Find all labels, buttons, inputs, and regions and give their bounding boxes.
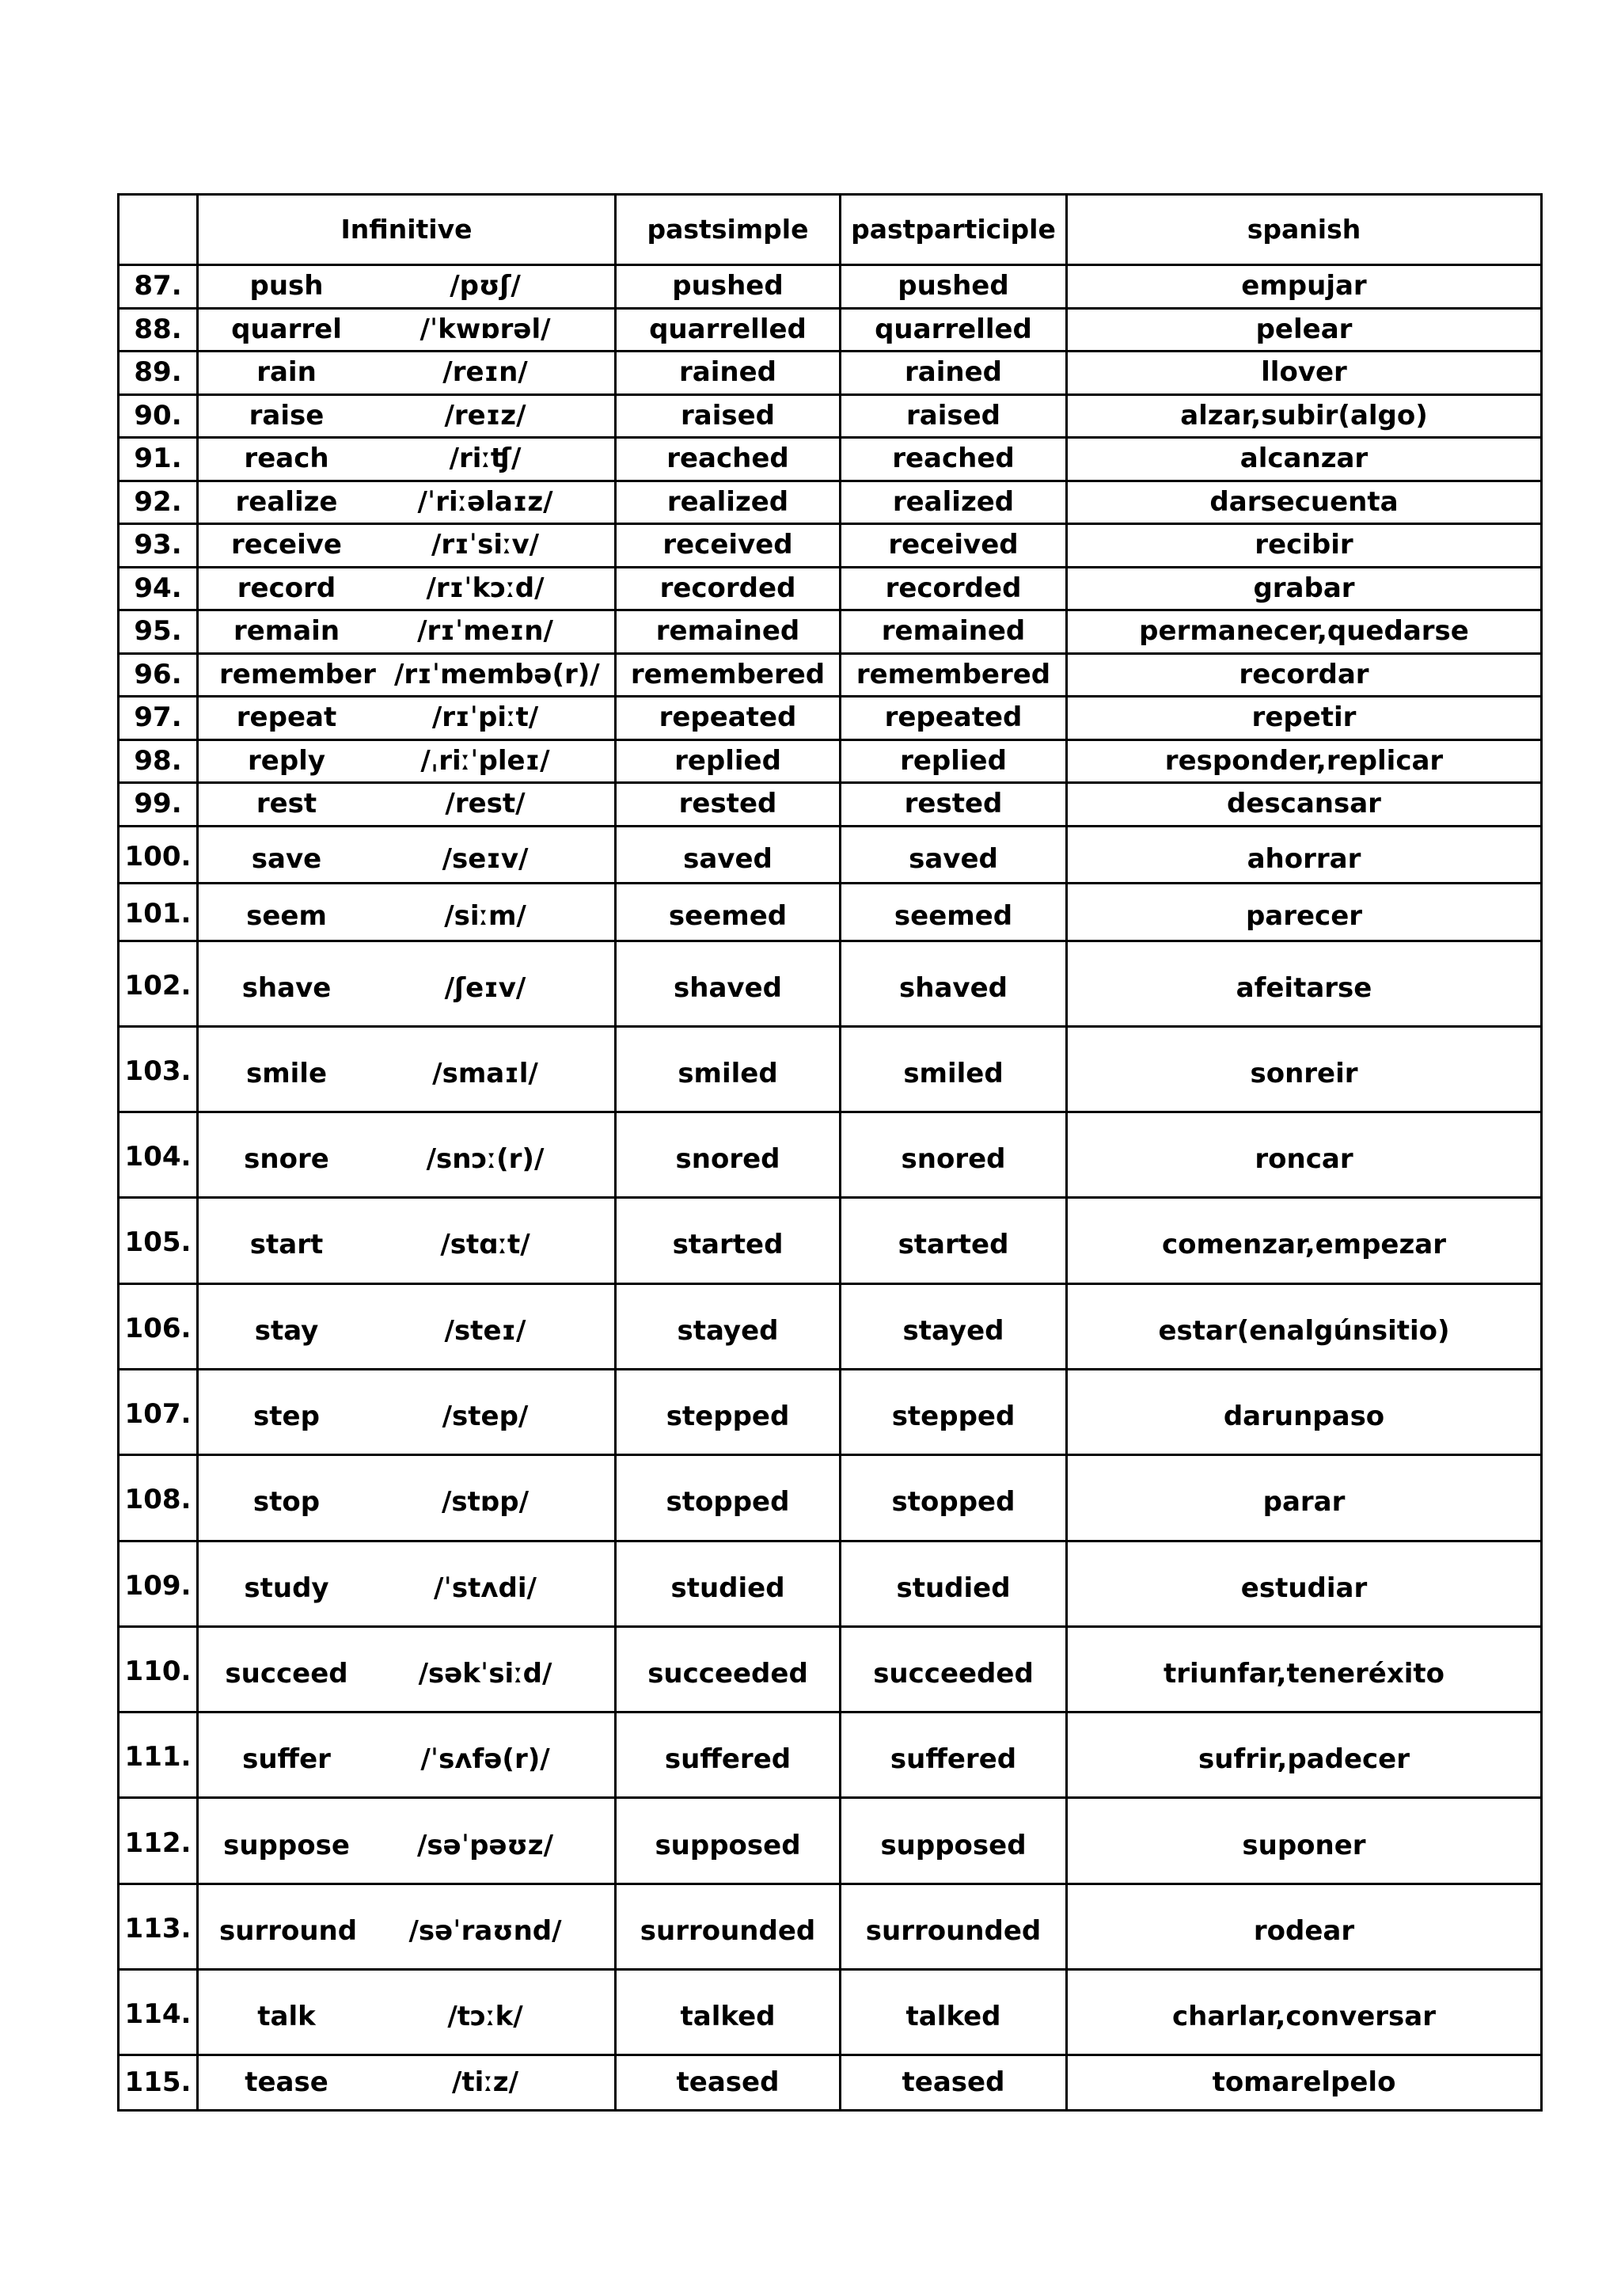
spanish-cell: descansar <box>1067 783 1542 827</box>
infinitive-cell <box>198 1112 616 1198</box>
row-number: 106. <box>119 1283 198 1369</box>
row-number: 105. <box>119 1198 198 1283</box>
row-number: 114. <box>119 1970 198 2055</box>
past-participle-cell: supposed <box>841 1798 1067 1884</box>
phonetic-transcription: /rɪˈsiːv/ <box>431 529 540 561</box>
table-header <box>119 195 1542 265</box>
table-row <box>119 1970 1542 2055</box>
row-number: 92. <box>119 481 198 524</box>
infinitive-cell <box>198 697 616 740</box>
past-simple-cell: studied <box>616 1541 841 1626</box>
infinitive-pair <box>199 530 614 561</box>
infinitive-cell <box>198 567 616 610</box>
past-participle-cell: pushed <box>841 265 1067 309</box>
infinitive-word: smile <box>245 1057 328 1089</box>
past-simple-cell: remembered <box>616 653 841 697</box>
infinitive-pair <box>199 401 614 431</box>
infinitive-pair <box>199 1573 614 1604</box>
spanish-cell: recordar <box>1067 653 1542 697</box>
phonetic-transcription: /rɪˈkɔːd/ <box>426 572 545 604</box>
spanish-cell: rodear <box>1067 1884 1542 1969</box>
infinitive-word: stay <box>254 1314 319 1347</box>
infinitive-pair <box>199 901 614 932</box>
verb-table <box>117 193 1543 2112</box>
past-participle-cell: shaved <box>841 941 1067 1026</box>
infinitive-pair <box>199 487 614 518</box>
header-number <box>119 195 198 265</box>
infinitive-pair <box>199 702 614 733</box>
infinitive-pair <box>199 1487 614 1518</box>
infinitive-word: remember <box>219 658 376 690</box>
infinitive-cell <box>198 1884 616 1969</box>
past-participle-cell: talked <box>841 1970 1067 2055</box>
infinitive-word: talk <box>257 2001 316 2033</box>
infinitive-word: save <box>251 842 322 875</box>
row-number: 110. <box>119 1626 198 1712</box>
infinitive-word: record <box>237 572 336 604</box>
past-participle-cell: saved <box>841 826 1067 884</box>
spanish-cell: ahorrar <box>1067 826 1542 884</box>
phonetic-transcription: /smaɪl/ <box>432 1057 538 1089</box>
row-number: 90. <box>119 394 198 438</box>
infinitive-word: quarrel <box>231 313 342 345</box>
spanish-cell: sonreir <box>1067 1026 1542 1112</box>
phonetic-transcription: /snɔː(r)/ <box>426 1143 545 1176</box>
phonetic-transcription: /pʊʃ/ <box>450 270 521 302</box>
phonetic-transcription: /ˈsʌfə(r)/ <box>420 1743 550 1776</box>
past-simple-cell: received <box>616 524 841 568</box>
infinitive-cell <box>198 308 616 352</box>
table-row <box>119 265 1542 309</box>
row-number: 101. <box>119 884 198 941</box>
past-simple-cell: succeeded <box>616 1626 841 1712</box>
row-number: 95. <box>119 610 198 654</box>
row-number: 112. <box>119 1798 198 1884</box>
spanish-cell: responder,replicar <box>1067 739 1542 783</box>
table-row <box>119 783 1542 827</box>
infinitive-word: rest <box>256 788 317 820</box>
infinitive-word: step <box>253 1401 320 1433</box>
table-row <box>119 1198 1542 1283</box>
infinitive-cell <box>198 1283 616 1369</box>
infinitive-cell <box>198 1455 616 1541</box>
past-participle-cell: rained <box>841 352 1067 395</box>
past-simple-cell: shaved <box>616 941 841 1026</box>
past-participle-cell: snored <box>841 1112 1067 1198</box>
table-row <box>119 1026 1542 1112</box>
past-simple-cell: rained <box>616 352 841 395</box>
spanish-cell: pelear <box>1067 308 1542 352</box>
phonetic-transcription: /step/ <box>442 1401 529 1433</box>
past-simple-cell: remained <box>616 610 841 654</box>
past-simple-cell: saved <box>616 826 841 884</box>
row-number: 103. <box>119 1026 198 1112</box>
phonetic-transcription: /tiːz/ <box>452 2066 518 2099</box>
row-number: 115. <box>119 2055 198 2111</box>
infinitive-word: reach <box>244 443 329 475</box>
infinitive-word: tease <box>245 2066 328 2099</box>
past-simple-cell: reached <box>616 438 841 481</box>
table-row <box>119 941 1542 1026</box>
infinitive-pair <box>199 973 614 1004</box>
past-simple-cell: repeated <box>616 697 841 740</box>
spanish-cell: sufrir,padecer <box>1067 1712 1542 1798</box>
row-number: 108. <box>119 1455 198 1541</box>
past-participle-cell: stepped <box>841 1369 1067 1454</box>
phonetic-transcription: /rɪˈpiːt/ <box>431 701 539 734</box>
phonetic-transcription: /steɪ/ <box>444 1314 526 1347</box>
past-simple-cell: teased <box>616 2055 841 2111</box>
past-participle-cell: succeeded <box>841 1626 1067 1712</box>
infinitive-word: push <box>249 270 324 302</box>
phonetic-transcription: /səˈraʊnd/ <box>408 1914 562 1947</box>
header-pastsimple: pastsimple <box>616 195 841 265</box>
table-row <box>119 308 1542 352</box>
infinitive-word: suffer <box>242 1743 331 1776</box>
infinitive-word: seem <box>246 900 327 933</box>
infinitive-cell <box>198 524 616 568</box>
past-simple-cell: realized <box>616 481 841 524</box>
phonetic-transcription: /səˈpəʊz/ <box>417 1829 553 1861</box>
past-participle-cell: rested <box>841 783 1067 827</box>
infinitive-cell <box>198 1198 616 1283</box>
past-simple-cell: snored <box>616 1112 841 1198</box>
phonetic-transcription: /siːm/ <box>444 900 526 933</box>
past-simple-cell: seemed <box>616 884 841 941</box>
past-simple-cell: started <box>616 1198 841 1283</box>
past-simple-cell: surrounded <box>616 1884 841 1969</box>
infinitive-cell <box>198 265 616 309</box>
past-participle-cell: received <box>841 524 1067 568</box>
past-simple-cell: talked <box>616 1970 841 2055</box>
spanish-cell: empujar <box>1067 265 1542 309</box>
infinitive-word: repeat <box>236 701 337 734</box>
phonetic-transcription: /ˈstʌdi/ <box>434 1572 537 1604</box>
table-row <box>119 1112 1542 1198</box>
table-row <box>119 567 1542 610</box>
row-number: 99. <box>119 783 198 827</box>
table-row <box>119 884 1542 941</box>
row-number: 91. <box>119 438 198 481</box>
past-simple-cell: replied <box>616 739 841 783</box>
infinitive-word: raise <box>249 399 325 431</box>
table-row <box>119 697 1542 740</box>
past-participle-cell: smiled <box>841 1026 1067 1112</box>
infinitive-cell <box>198 2055 616 2111</box>
header-spanish: spanish <box>1067 195 1542 265</box>
table-row <box>119 826 1542 884</box>
infinitive-pair <box>199 844 614 875</box>
phonetic-transcription: /ˈkwɒrəl/ <box>419 313 551 345</box>
spanish-cell: estudiar <box>1067 1541 1542 1626</box>
past-participle-cell: raised <box>841 394 1067 438</box>
row-number: 93. <box>119 524 198 568</box>
infinitive-cell <box>198 1712 616 1798</box>
phonetic-transcription: /reɪn/ <box>442 356 528 389</box>
past-participle-cell: repeated <box>841 697 1067 740</box>
spanish-cell: parecer <box>1067 884 1542 941</box>
spanish-cell: charlar,conversar <box>1067 1970 1542 2055</box>
infinitive-pair <box>199 1744 614 1775</box>
infinitive-cell <box>198 1026 616 1112</box>
spanish-cell: darsecuenta <box>1067 481 1542 524</box>
infinitive-word: study <box>244 1572 329 1604</box>
header-infinitive: Infinitive <box>198 195 616 265</box>
phonetic-transcription: /rɪˈmembə(r)/ <box>394 658 600 690</box>
past-simple-cell: recorded <box>616 567 841 610</box>
row-number: 87. <box>119 265 198 309</box>
spanish-cell: suponer <box>1067 1798 1542 1884</box>
infinitive-word: shave <box>241 971 332 1004</box>
past-participle-cell: reached <box>841 438 1067 481</box>
spanish-cell: llover <box>1067 352 1542 395</box>
row-number: 104. <box>119 1112 198 1198</box>
table-row <box>119 739 1542 783</box>
past-participle-cell: quarrelled <box>841 308 1067 352</box>
past-participle-cell: studied <box>841 1541 1067 1626</box>
table-row <box>119 1455 1542 1541</box>
table-row <box>119 2055 1542 2111</box>
phonetic-transcription: /səkˈsiːd/ <box>418 1657 552 1690</box>
past-participle-cell: realized <box>841 481 1067 524</box>
spanish-cell: darunpaso <box>1067 1369 1542 1454</box>
infinitive-pair <box>199 1059 614 1089</box>
table-row <box>119 394 1542 438</box>
past-participle-cell: suffered <box>841 1712 1067 1798</box>
row-number: 97. <box>119 697 198 740</box>
infinitive-pair <box>199 1659 614 1690</box>
infinitive-cell <box>198 352 616 395</box>
past-participle-cell: stayed <box>841 1283 1067 1369</box>
spanish-cell: comenzar,empezar <box>1067 1198 1542 1283</box>
infinitive-pair <box>199 271 614 302</box>
infinitive-pair <box>199 746 614 777</box>
row-number: 113. <box>119 1884 198 1969</box>
table-row <box>119 1798 1542 1884</box>
row-number: 88. <box>119 308 198 352</box>
phonetic-transcription: /ˈriːəlaɪz/ <box>417 485 553 518</box>
infinitive-word: rain <box>256 356 317 389</box>
infinitive-cell <box>198 653 616 697</box>
infinitive-cell <box>198 739 616 783</box>
phonetic-transcription: /riːʧ/ <box>449 443 522 475</box>
infinitive-word: realize <box>235 485 338 518</box>
infinitive-cell <box>198 1626 616 1712</box>
past-participle-cell: remembered <box>841 653 1067 697</box>
table-row <box>119 524 1542 568</box>
spanish-cell: afeitarse <box>1067 941 1542 1026</box>
past-participle-cell: recorded <box>841 567 1067 610</box>
past-participle-cell: replied <box>841 739 1067 783</box>
spanish-cell: alcanzar <box>1067 438 1542 481</box>
table-row <box>119 1712 1542 1798</box>
infinitive-pair <box>199 660 614 690</box>
infinitive-cell <box>198 394 616 438</box>
infinitive-pair <box>199 314 614 345</box>
past-participle-cell: teased <box>841 2055 1067 2111</box>
infinitive-cell <box>198 1369 616 1454</box>
past-simple-cell: smiled <box>616 1026 841 1112</box>
infinitive-pair <box>199 2001 614 2032</box>
row-number: 98. <box>119 739 198 783</box>
phonetic-transcription: /reɪz/ <box>444 399 526 431</box>
infinitive-pair <box>199 2067 614 2098</box>
phonetic-transcription: /seɪv/ <box>442 842 529 875</box>
spanish-cell: tomarelpelo <box>1067 2055 1542 2111</box>
past-simple-cell: rested <box>616 783 841 827</box>
row-number: 89. <box>119 352 198 395</box>
infinitive-cell <box>198 826 616 884</box>
table-row <box>119 438 1542 481</box>
infinitive-word: remain <box>233 615 340 648</box>
past-simple-cell: suffered <box>616 1712 841 1798</box>
spanish-cell: parar <box>1067 1455 1542 1541</box>
infinitive-word: receive <box>231 529 342 561</box>
table-row <box>119 1884 1542 1969</box>
infinitive-pair <box>199 1144 614 1175</box>
row-number: 109. <box>119 1541 198 1626</box>
infinitive-pair <box>199 573 614 604</box>
infinitive-pair <box>199 1916 614 1947</box>
phonetic-transcription: /ʃeɪv/ <box>444 971 526 1004</box>
spanish-cell: triunfar,tenеréxito <box>1067 1626 1542 1712</box>
infinitive-cell <box>198 481 616 524</box>
table-row <box>119 1541 1542 1626</box>
table-row <box>119 610 1542 654</box>
infinitive-pair <box>199 357 614 388</box>
spanish-cell: permanecer,quedarse <box>1067 610 1542 654</box>
past-simple-cell: supposed <box>616 1798 841 1884</box>
infinitive-pair <box>199 789 614 819</box>
phonetic-transcription: /rɪˈmeɪn/ <box>417 615 553 648</box>
table-row <box>119 653 1542 697</box>
phonetic-transcription: /ˌriːˈpleɪ/ <box>420 744 550 777</box>
spanish-cell: repetir <box>1067 697 1542 740</box>
infinitive-cell <box>198 438 616 481</box>
spanish-cell: recibir <box>1067 524 1542 568</box>
infinitive-pair <box>199 1401 614 1432</box>
spanish-cell: alzar,subir(algo) <box>1067 394 1542 438</box>
infinitive-word: suppose <box>223 1829 350 1861</box>
row-number: 111. <box>119 1712 198 1798</box>
table-body <box>119 265 1542 2111</box>
past-participle-cell: remained <box>841 610 1067 654</box>
infinitive-cell <box>198 1798 616 1884</box>
infinitive-cell <box>198 941 616 1026</box>
spanish-cell: roncar <box>1067 1112 1542 1198</box>
infinitive-cell <box>198 783 616 827</box>
past-simple-cell: raised <box>616 394 841 438</box>
row-number: 107. <box>119 1369 198 1454</box>
infinitive-cell <box>198 884 616 941</box>
infinitive-word: succeed <box>225 1657 348 1690</box>
table-row <box>119 481 1542 524</box>
table-row <box>119 1626 1542 1712</box>
infinitive-pair <box>199 1830 614 1861</box>
infinitive-pair <box>199 1316 614 1347</box>
table-row <box>119 1283 1542 1369</box>
infinitive-pair <box>199 443 614 474</box>
table-row <box>119 352 1542 395</box>
past-participle-cell: stopped <box>841 1455 1067 1541</box>
phonetic-transcription: /tɔːk/ <box>447 2001 523 2033</box>
infinitive-cell <box>198 1970 616 2055</box>
infinitive-cell <box>198 1541 616 1626</box>
past-participle-cell: started <box>841 1198 1067 1283</box>
infinitive-word: snore <box>244 1143 329 1176</box>
header-row <box>119 195 1542 265</box>
past-simple-cell: stepped <box>616 1369 841 1454</box>
infinitive-pair <box>199 616 614 647</box>
row-number: 100. <box>119 826 198 884</box>
past-simple-cell: quarrelled <box>616 308 841 352</box>
table-row <box>119 1369 1542 1454</box>
infinitive-word: surround <box>219 1914 358 1947</box>
spanish-cell: estar(enalgúnsitio) <box>1067 1283 1542 1369</box>
infinitive-pair <box>199 1230 614 1260</box>
past-participle-cell: surrounded <box>841 1884 1067 1969</box>
header-pastparticiple: pastparticiple <box>841 195 1067 265</box>
phonetic-transcription: /rest/ <box>445 788 526 820</box>
past-simple-cell: pushed <box>616 265 841 309</box>
row-number: 102. <box>119 941 198 1026</box>
infinitive-word: reply <box>248 744 325 777</box>
row-number: 96. <box>119 653 198 697</box>
past-participle-cell: seemed <box>841 884 1067 941</box>
past-simple-cell: stayed <box>616 1283 841 1369</box>
phonetic-transcription: /stɒp/ <box>441 1486 529 1519</box>
infinitive-word: start <box>249 1229 324 1261</box>
phonetic-transcription: /stɑːt/ <box>440 1229 530 1261</box>
spanish-cell: grabar <box>1067 567 1542 610</box>
row-number: 94. <box>119 567 198 610</box>
infinitive-cell <box>198 610 616 654</box>
infinitive-word: stop <box>252 1486 321 1519</box>
past-simple-cell: stopped <box>616 1455 841 1541</box>
